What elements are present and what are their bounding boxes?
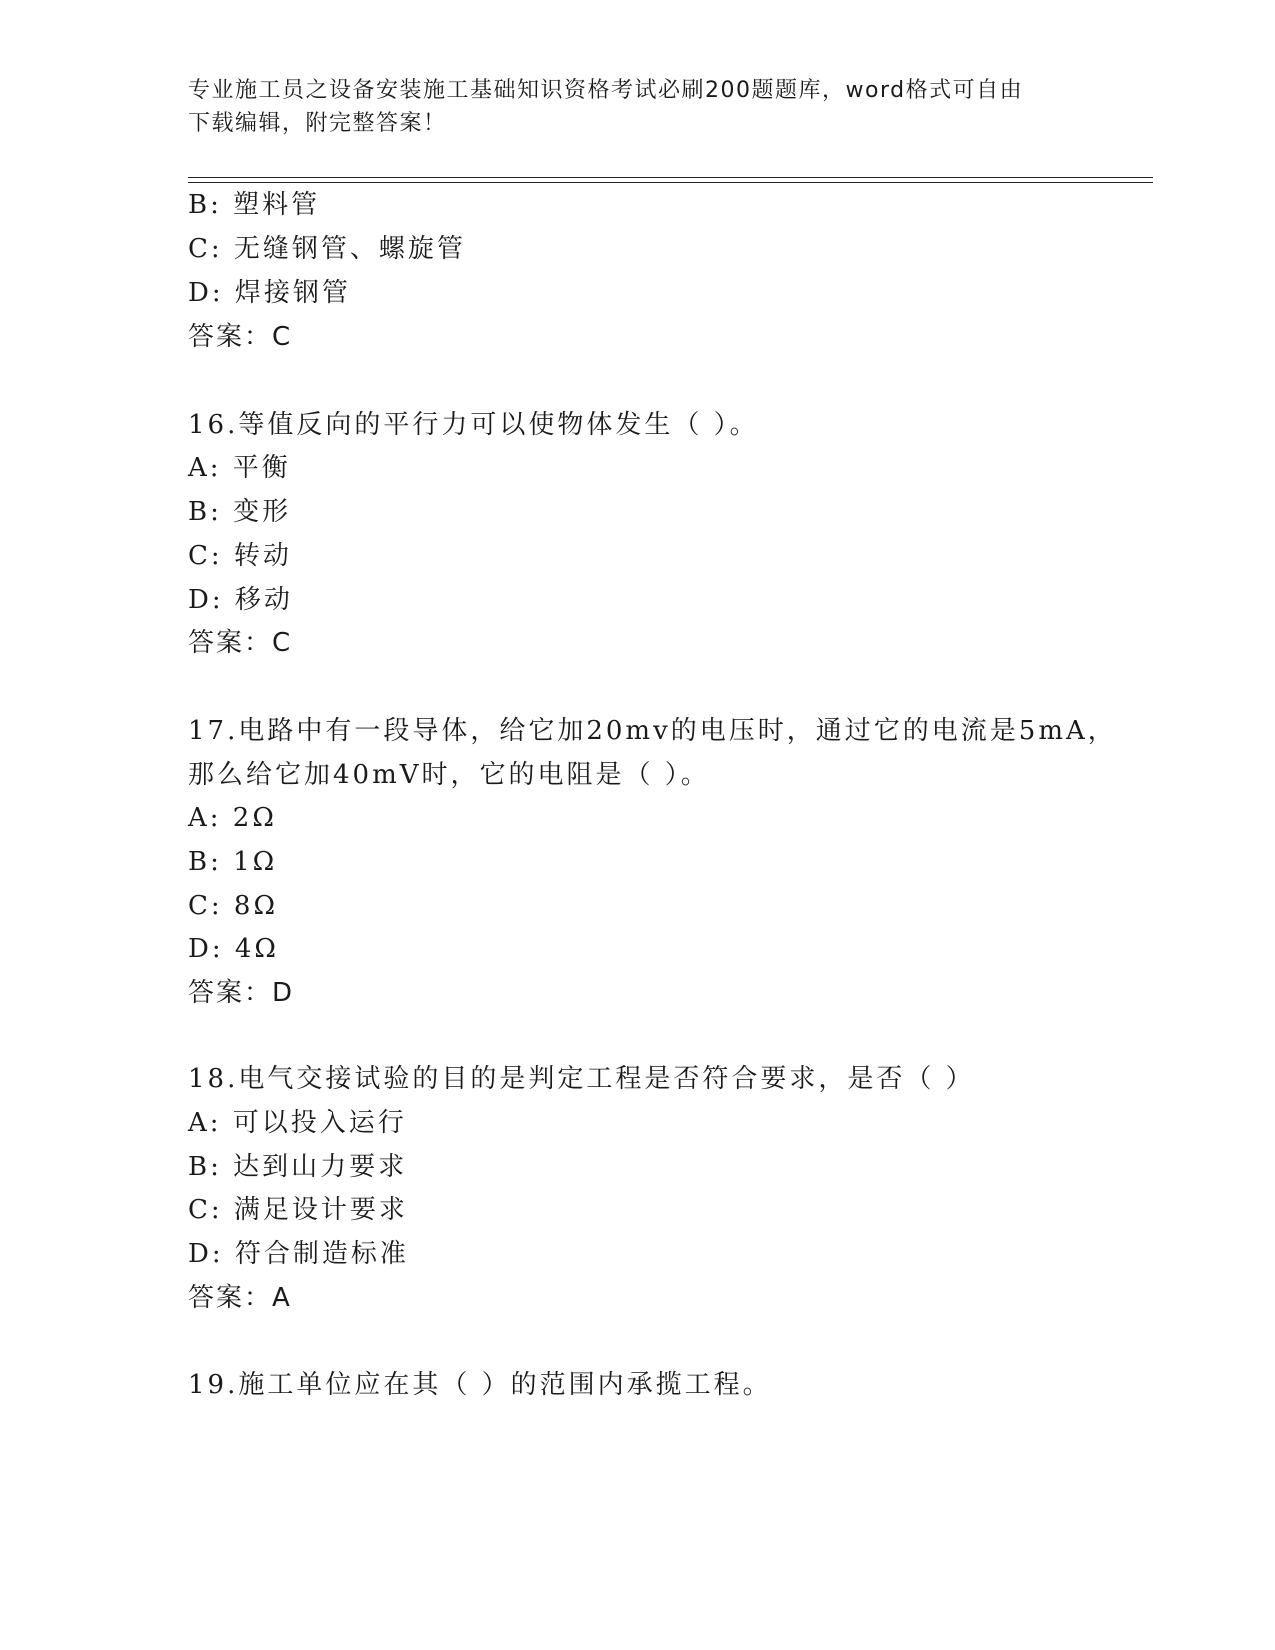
option-a: A: 可以投入运行 bbox=[188, 1108, 407, 1138]
option-d: D: 4Ω bbox=[188, 934, 279, 964]
option-d: D: 移动 bbox=[188, 585, 293, 615]
option-b: B: 1Ω bbox=[188, 847, 278, 877]
option-c: C: 满足设计要求 bbox=[188, 1195, 408, 1225]
answer-line: 答案：A bbox=[188, 1283, 292, 1313]
option-b: B: 塑料管 bbox=[188, 190, 321, 220]
question-16: 16.等值反向的平行力可以使物体发生（ ）。 bbox=[188, 410, 759, 440]
header-line-2: 下载编辑，附完整答案！ bbox=[188, 111, 447, 136]
question-19: 19.施工单位应在其（ ）的范围内承揽工程。 bbox=[188, 1370, 772, 1400]
document-header bbox=[188, 74, 1068, 140]
option-a: A: 平衡 bbox=[188, 453, 291, 483]
option-b: B: 达到山力要求 bbox=[188, 1152, 408, 1182]
question-18: 18.电气交接试验的目的是判定工程是否符合要求，是否（ ） bbox=[188, 1064, 975, 1094]
question-17-line-2: 那么给它加40mV时，它的电阻是（ ）。 bbox=[188, 760, 710, 790]
header-divider-top bbox=[188, 177, 1153, 178]
answer-line: 答案：C bbox=[188, 628, 293, 658]
header-divider-bottom bbox=[188, 182, 1153, 183]
option-c: C: 8Ω bbox=[188, 891, 279, 921]
answer-line: 答案：D bbox=[188, 978, 295, 1008]
header-line-1: 专业施工员之设备安装施工基础知识资格考试必刷200题题库，word格式可自由 bbox=[188, 78, 1024, 103]
option-c: C: 转动 bbox=[188, 541, 292, 571]
option-d: D: 符合制造标准 bbox=[188, 1239, 409, 1269]
option-b: B: 变形 bbox=[188, 497, 292, 527]
option-c: C: 无缝钢管、螺旋管 bbox=[188, 234, 466, 264]
answer-line: 答案：C bbox=[188, 322, 293, 352]
option-a: A: 2Ω bbox=[188, 803, 277, 833]
option-d: D: 焊接钢管 bbox=[188, 278, 351, 308]
question-17-line-1: 17.电路中有一段导体，给它加20mv的电压时，通过它的电流是5mA， bbox=[188, 716, 1117, 746]
